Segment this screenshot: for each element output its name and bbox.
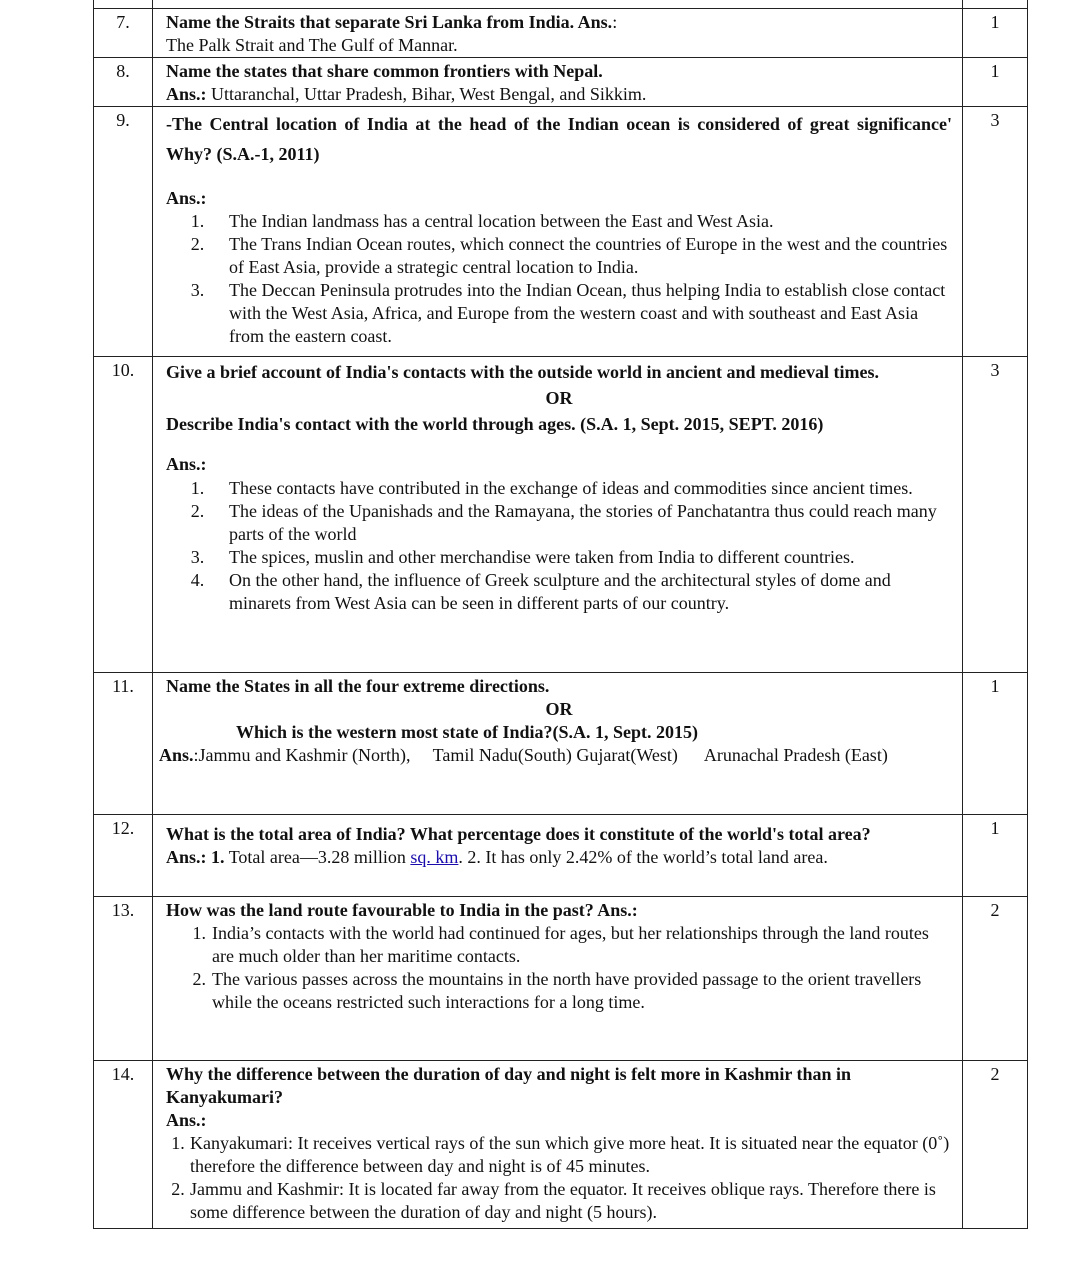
item-number: 1. [190, 211, 205, 231]
item-number: 1. [171, 1133, 185, 1153]
marks: 1 [963, 815, 1028, 897]
table-row [94, 897, 1028, 1061]
question-text: Name the Straits that separate Sri Lanka from India. Ans. [166, 12, 613, 32]
or-separator: OR [545, 699, 573, 719]
list-item [166, 1132, 952, 1178]
list-item [166, 477, 952, 500]
item-text: These contacts have contributed in the exchange of ideas and commodities since ancient times. [229, 478, 913, 498]
item-text: The spices, muslin and other merchandise were taken from India to different countries. [229, 547, 855, 567]
item-text: Jammu and Kashmir: It is located far away from the equator. It receives oblique rays. Therefore there is some difference between the duration of day and night (5 hours). [190, 1179, 936, 1222]
table-row [94, 107, 1028, 357]
answer-list [166, 210, 952, 348]
item-text: India’s contacts with the world had continued for ages, but her relationships through the land routes are much older than her maritime contacts. [212, 923, 929, 966]
question-number: 9. [94, 107, 153, 357]
item-number: 4. [190, 570, 205, 590]
question-cell [153, 9, 963, 58]
answer-label: Ans.: [166, 84, 207, 104]
item-text: The Deccan Peninsula protrudes into the Indian Ocean, thus helping India to establish close contact with the West Asia, Africa, and Europe from the western coast and with southeast and East Asia from the eastern coast. [229, 280, 946, 346]
table-row [94, 357, 1028, 673]
question-text: Name the states that share common frontiers with Nepal. [166, 61, 603, 81]
list-item [166, 210, 952, 233]
table-row [94, 58, 1028, 107]
answer-list [166, 477, 952, 615]
item-number: 2. [192, 969, 206, 989]
question-text: Name the States in all the four extreme directions. [166, 676, 550, 696]
question-text: What is the total area of India? What percentage does it constitute of the world's total area? [166, 824, 871, 844]
question-cell [153, 897, 963, 1061]
table-row [94, 1061, 1028, 1229]
marks: 1 [963, 58, 1028, 107]
question-table [93, 0, 1028, 1229]
question-number: 11. [94, 673, 153, 815]
marks: 1 [963, 673, 1028, 815]
table-row-previous [94, 0, 1028, 9]
sq-km-link[interactable]: sq. km [410, 847, 459, 867]
item-number: 1. [190, 478, 205, 498]
answer-label: Ans.: [166, 454, 207, 474]
marks: 3 [963, 357, 1028, 673]
table-row [94, 673, 1028, 815]
answer-label: Ans.: [166, 188, 207, 208]
question-cell [153, 357, 963, 673]
table-row [94, 9, 1028, 58]
list-item [166, 569, 952, 615]
question-text: -The Central location of India at the head of the Indian ocean is considered of great significance' Why? (S.A.-1, 2011) [166, 114, 952, 164]
marks: 1 [963, 9, 1028, 58]
question-text-alt: Which is the western most state of India?(S.A. 1, Sept. 2015) [236, 722, 698, 742]
item-number: 2. [190, 501, 205, 521]
answer-text: :Jammu and Kashmir (North), Tamil Nadu(South) Gujarat(West) Arunachal Pradesh (East) [193, 745, 888, 765]
question-number: 10. [94, 357, 153, 673]
item-number: 2. [171, 1179, 185, 1199]
question-number: 14. [94, 1061, 153, 1229]
question-cell [153, 58, 963, 107]
answer-label: Ans.: [166, 1110, 207, 1130]
item-number: 2. [190, 234, 205, 254]
marks: 2 [963, 897, 1028, 1061]
list-item [166, 500, 952, 546]
list-item [166, 546, 952, 569]
answer-text-cont: . 2. It has only 2.42% of the world’s total land area. [458, 847, 828, 867]
question-cell [153, 815, 963, 897]
item-text: The various passes across the mountains in the north have provided passage to the orient travellers while the oceans restricted such interactions for a long time. [212, 969, 922, 1012]
list-item [166, 233, 952, 279]
marks: 3 [963, 107, 1028, 357]
question-tail: : [612, 12, 618, 32]
list-item [166, 1178, 952, 1224]
list-item [166, 968, 952, 1014]
table-row [94, 815, 1028, 897]
question-number: 13. [94, 897, 153, 1061]
item-text: Kanyakumari: It receives vertical rays of the sun which give more heat. It is situated near the equator (0˚) therefore the difference between day and night is of 45 minutes. [190, 1133, 950, 1176]
question-number: 7. [94, 9, 153, 58]
item-number: 3. [190, 280, 205, 300]
answer-text: Total area—3.28 million [224, 847, 411, 867]
question-cell [153, 673, 963, 815]
answer-label: Ans. [159, 745, 194, 765]
list-item [166, 922, 952, 968]
question-number: 8. [94, 58, 153, 107]
item-text: On the other hand, the influence of Greek sculpture and the architectural styles of dome and minarets from West Asia can be seen in different parts of our country. [229, 570, 891, 613]
item-text: The Indian landmass has a central location between the East and West Asia. [229, 211, 774, 231]
marks: 2 [963, 1061, 1028, 1229]
item-text: The Trans Indian Ocean routes, which connect the countries of Europe in the west and the countries of East Asia, provide a strategic central location to India. [229, 234, 948, 277]
or-separator: OR [545, 388, 573, 408]
answer-list [166, 1132, 952, 1224]
list-item [166, 279, 952, 348]
answer-text: Uttaranchal, Uttar Pradesh, Bihar, West Bengal, and Sikkim. [206, 84, 647, 104]
question-number: 12. [94, 815, 153, 897]
question-text: Why the difference between the duration of day and night is felt more in Kashmir than in Kanyakumari? [166, 1064, 852, 1107]
question-text: Give a brief account of India's contacts with the outside world in ancient and medieval times. [166, 362, 879, 382]
item-text: The ideas of the Upanishads and the Ramayana, the stories of Panchatantra thus could reach many parts of the world [229, 501, 937, 544]
question-text: How was the land route favourable to India in the past? Ans.: [166, 900, 638, 920]
question-cell [153, 1061, 963, 1229]
answer-text: The Palk Strait and The Gulf of Mannar. [166, 35, 458, 55]
item-number: 3. [190, 547, 205, 567]
answer-list [166, 922, 952, 1014]
answer-label: Ans.: 1. [166, 847, 225, 867]
question-text-alt: Describe India's contact with the world through ages. (S.A. 1, Sept. 2015, SEPT. 2016) [166, 414, 824, 434]
item-number: 1. [192, 923, 206, 943]
question-cell [153, 107, 963, 357]
